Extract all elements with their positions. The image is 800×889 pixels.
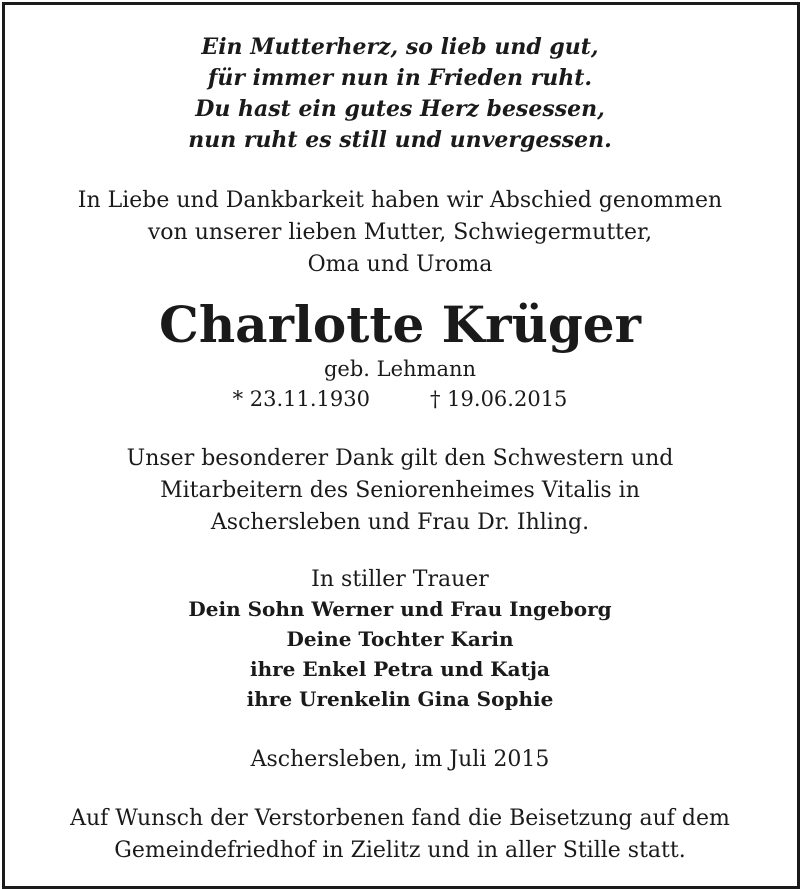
maiden-name: geb. Lehmann xyxy=(323,357,477,381)
intro-line: von unserer lieben Mutter, Schwiegermutter, xyxy=(147,220,653,245)
thanks-line: Unser besonderer Dank gilt den Schwestern und xyxy=(126,446,674,471)
thanks-text xyxy=(5,443,795,539)
mourner: ihre Enkel Petra und Katja xyxy=(249,657,551,681)
poem-line: für immer nun in Frieden ruht. xyxy=(207,65,593,91)
burial-line: Auf Wunsch der Verstorbenen fand die Beisetzung auf dem xyxy=(70,806,730,831)
thanks-line: Aschersleben und Frau Dr. Ihling. xyxy=(210,510,590,535)
birth-date: * 23.11.1930 xyxy=(232,387,370,411)
farewell-intro xyxy=(5,185,795,281)
mourners-list xyxy=(5,594,795,714)
life-dates xyxy=(5,385,795,413)
death-date: † 19.06.2015 xyxy=(430,387,568,411)
mourning-heading: In stiller Trauer xyxy=(311,567,489,592)
burial-line: Gemeindefriedhof in Zielitz und in aller Stille statt. xyxy=(114,838,686,863)
intro-line: Oma und Uroma xyxy=(307,252,493,277)
intro-line: In Liebe und Dankbarkeit haben wir Abschied genommen xyxy=(77,188,723,213)
mourner: ihre Urenkelin Gina Sophie xyxy=(246,687,554,711)
poem-line: Du hast ein gutes Herz besessen, xyxy=(195,96,605,122)
mourner: Dein Sohn Werner und Frau Ingeborg xyxy=(188,597,612,621)
place-and-date: Aschersleben, im Juli 2015 xyxy=(250,747,550,772)
poem-line: nun ruht es still und unvergessen. xyxy=(188,127,612,153)
burial-note xyxy=(5,803,795,867)
thanks-line: Mitarbeitern des Seniorenheimes Vitalis in xyxy=(160,478,640,503)
poem-line: Ein Mutterherz, so lieb und gut, xyxy=(201,34,599,60)
deceased-name: Charlotte Krüger xyxy=(159,295,641,354)
mourner: Deine Tochter Karin xyxy=(286,627,514,651)
poem xyxy=(5,32,795,156)
